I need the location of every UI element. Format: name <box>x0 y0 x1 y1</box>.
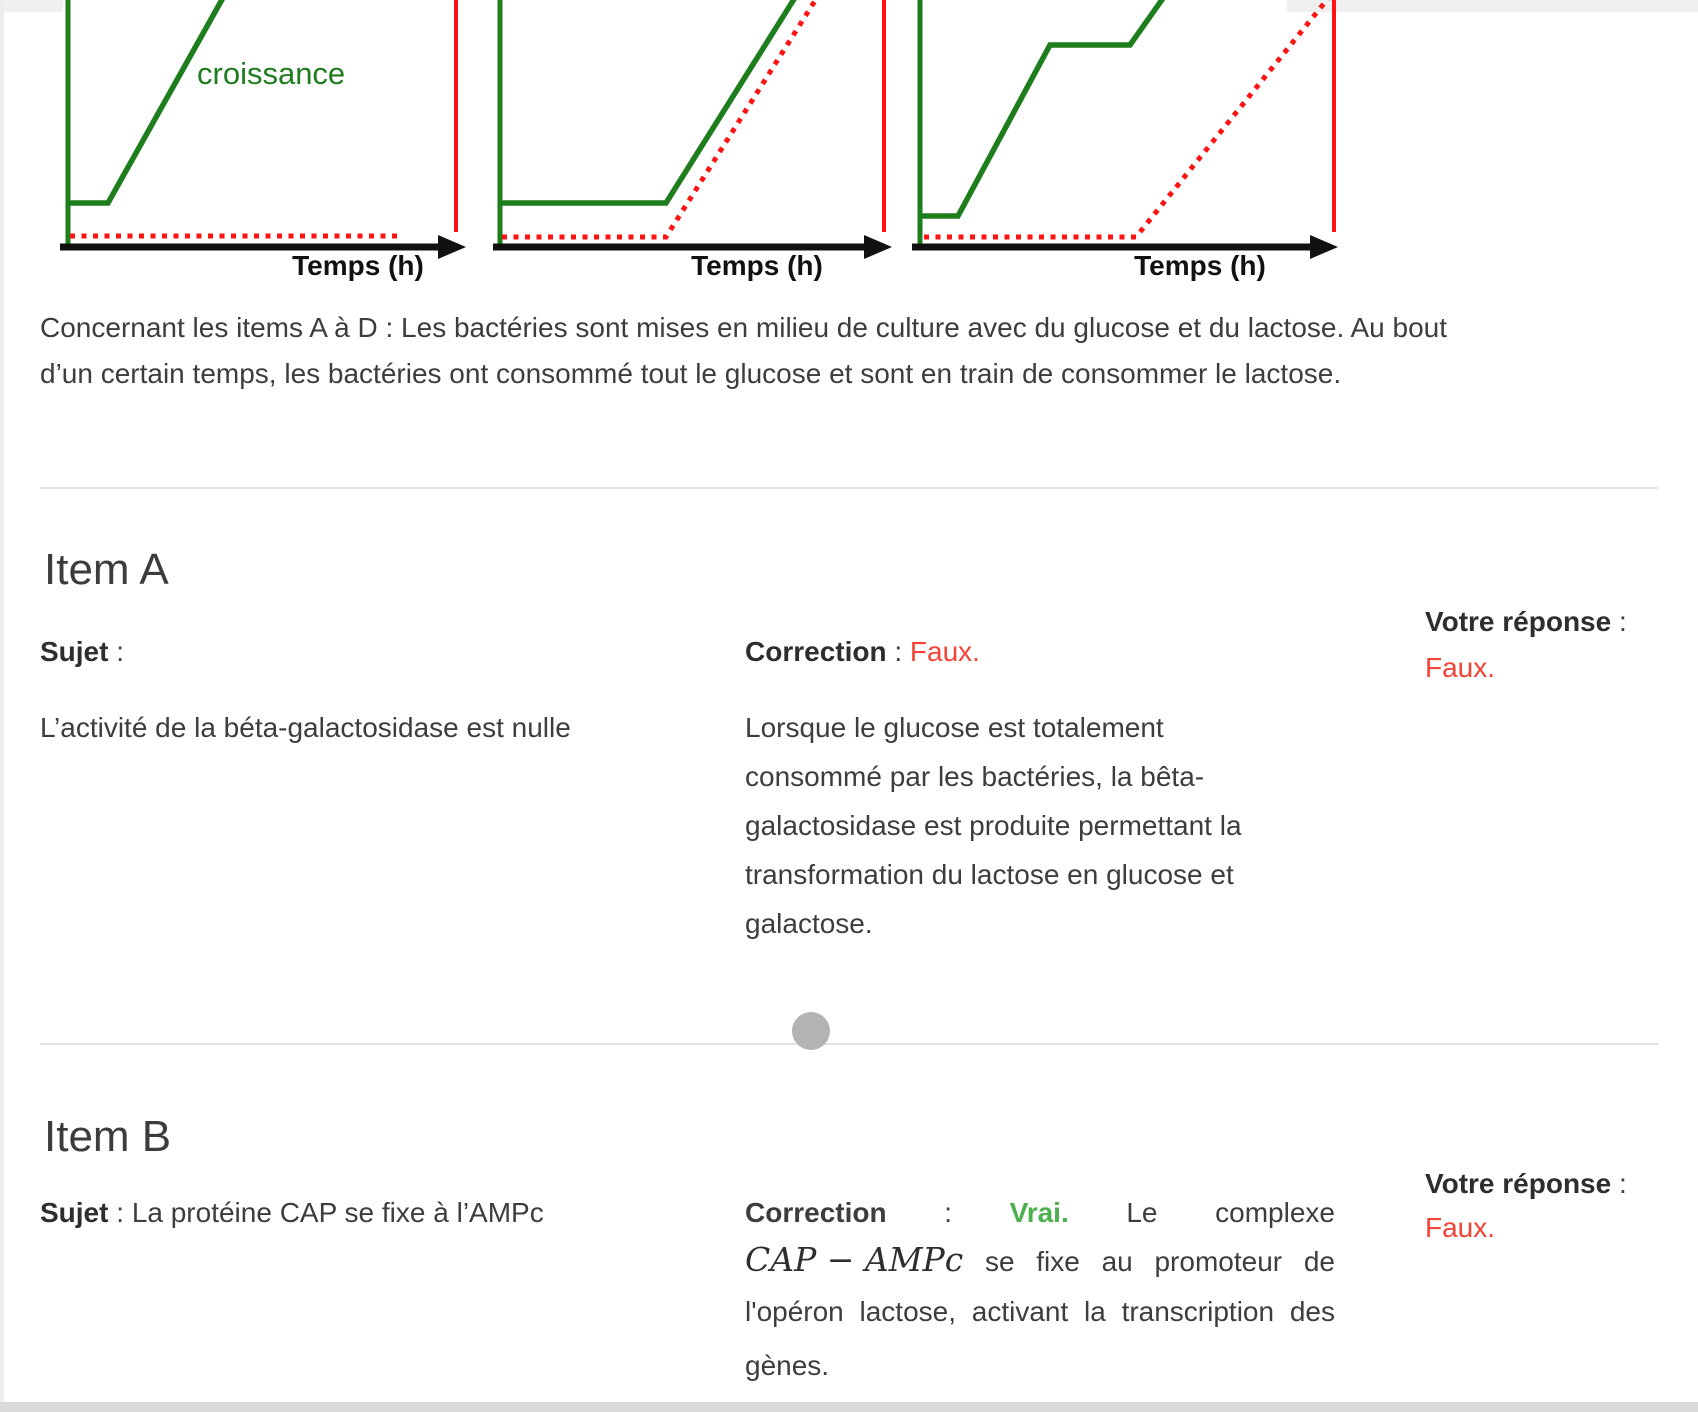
item-b-subject-text: La protéine CAP se fixe à l’AMPc <box>131 1197 544 1228</box>
correction-label-text: Correction <box>745 636 887 667</box>
section-divider <box>40 487 1658 489</box>
subject-label-text: Sujet <box>40 1197 109 1228</box>
correction-label-text: Correction <box>745 1197 887 1228</box>
your-answer-label-text: Votre réponse <box>1425 606 1612 637</box>
bottom-chrome-strip <box>0 1402 1698 1412</box>
item-a-title: Item A <box>44 545 169 594</box>
intro-paragraph-line-2: d’un certain temps, les bactéries ont consommé tout le glucose et sont en train de consommer le lactose. <box>40 358 1342 389</box>
item-b-correction-line-4: gènes. <box>745 1350 830 1381</box>
item-b-subject: Sujet : La protéine CAP se fixe à l’AMPc <box>40 1197 544 1228</box>
item-a-correction-body <box>745 712 1335 957</box>
your-answer-label-text: Votre réponse <box>1425 1168 1612 1199</box>
item-a-your-answer-value: Faux. <box>1425 652 1496 683</box>
cap-ampc-math-expression: CAP − AMPc <box>745 1240 964 1279</box>
item-b-correction-line-3: l'opéron lactose, activant la transcription des <box>745 1296 1335 1327</box>
correction-body-line: transformation du lactose en glucose et <box>745 859 1234 890</box>
growth-curve-3 <box>920 0 1166 216</box>
item-b-your-answer-label: Votre réponse : <box>1425 1168 1627 1199</box>
item-b-correction-line-2: CAP − AMPc se fixe au promoteur de <box>745 1240 1335 1279</box>
x-axis-label-3: Temps (h) <box>1134 250 1266 281</box>
correction-body-line: consommé par les bactéries, la bêta- <box>745 761 1205 792</box>
correction-body-line: galactosidase est produite permettant la <box>745 810 1242 841</box>
growth-curve-label: croissance <box>197 56 346 91</box>
growth-chart-3 <box>912 0 1338 259</box>
item-a-subject-text: L’activité de la béta-galactosidase est nulle <box>40 712 571 743</box>
subject-label-text: Sujet <box>40 636 109 667</box>
growth-chart-1 <box>60 0 466 259</box>
item-b-correction-verdict: Vrai. <box>1009 1197 1069 1228</box>
growth-curve-1 <box>68 0 224 203</box>
x-axis-label-1: Temps (h) <box>292 250 424 281</box>
item-b-correction-line-1: Correction : Vrai. Le complexe <box>745 1197 1335 1228</box>
item-a-correction-label: Correction : Faux. <box>745 636 980 667</box>
item-a-subject-label: Sujet : <box>40 636 125 667</box>
x-axis-label-2: Temps (h) <box>691 250 823 281</box>
correction-body-line: Lorsque le glucose est totalement <box>745 712 1164 743</box>
item-a-correction-verdict: Faux. <box>909 636 980 667</box>
divider-handle-circle <box>792 1012 830 1050</box>
item-b-title: Item B <box>44 1112 172 1161</box>
enzyme-activity-curve-3 <box>924 0 1330 237</box>
growth-chart-2 <box>493 0 892 259</box>
section-divider <box>40 1043 1658 1045</box>
item-a-your-answer-label: Votre réponse : <box>1425 606 1627 637</box>
diauxic-growth-figure <box>0 0 1698 292</box>
correction-body-line: galactose. <box>745 908 873 939</box>
item-b-your-answer-value: Faux. <box>1425 1212 1496 1243</box>
intro-paragraph-line-1: Concernant les items A à D : Les bactéries sont mises en milieu de culture avec du glucose et du lactose. Au bout <box>40 312 1447 343</box>
